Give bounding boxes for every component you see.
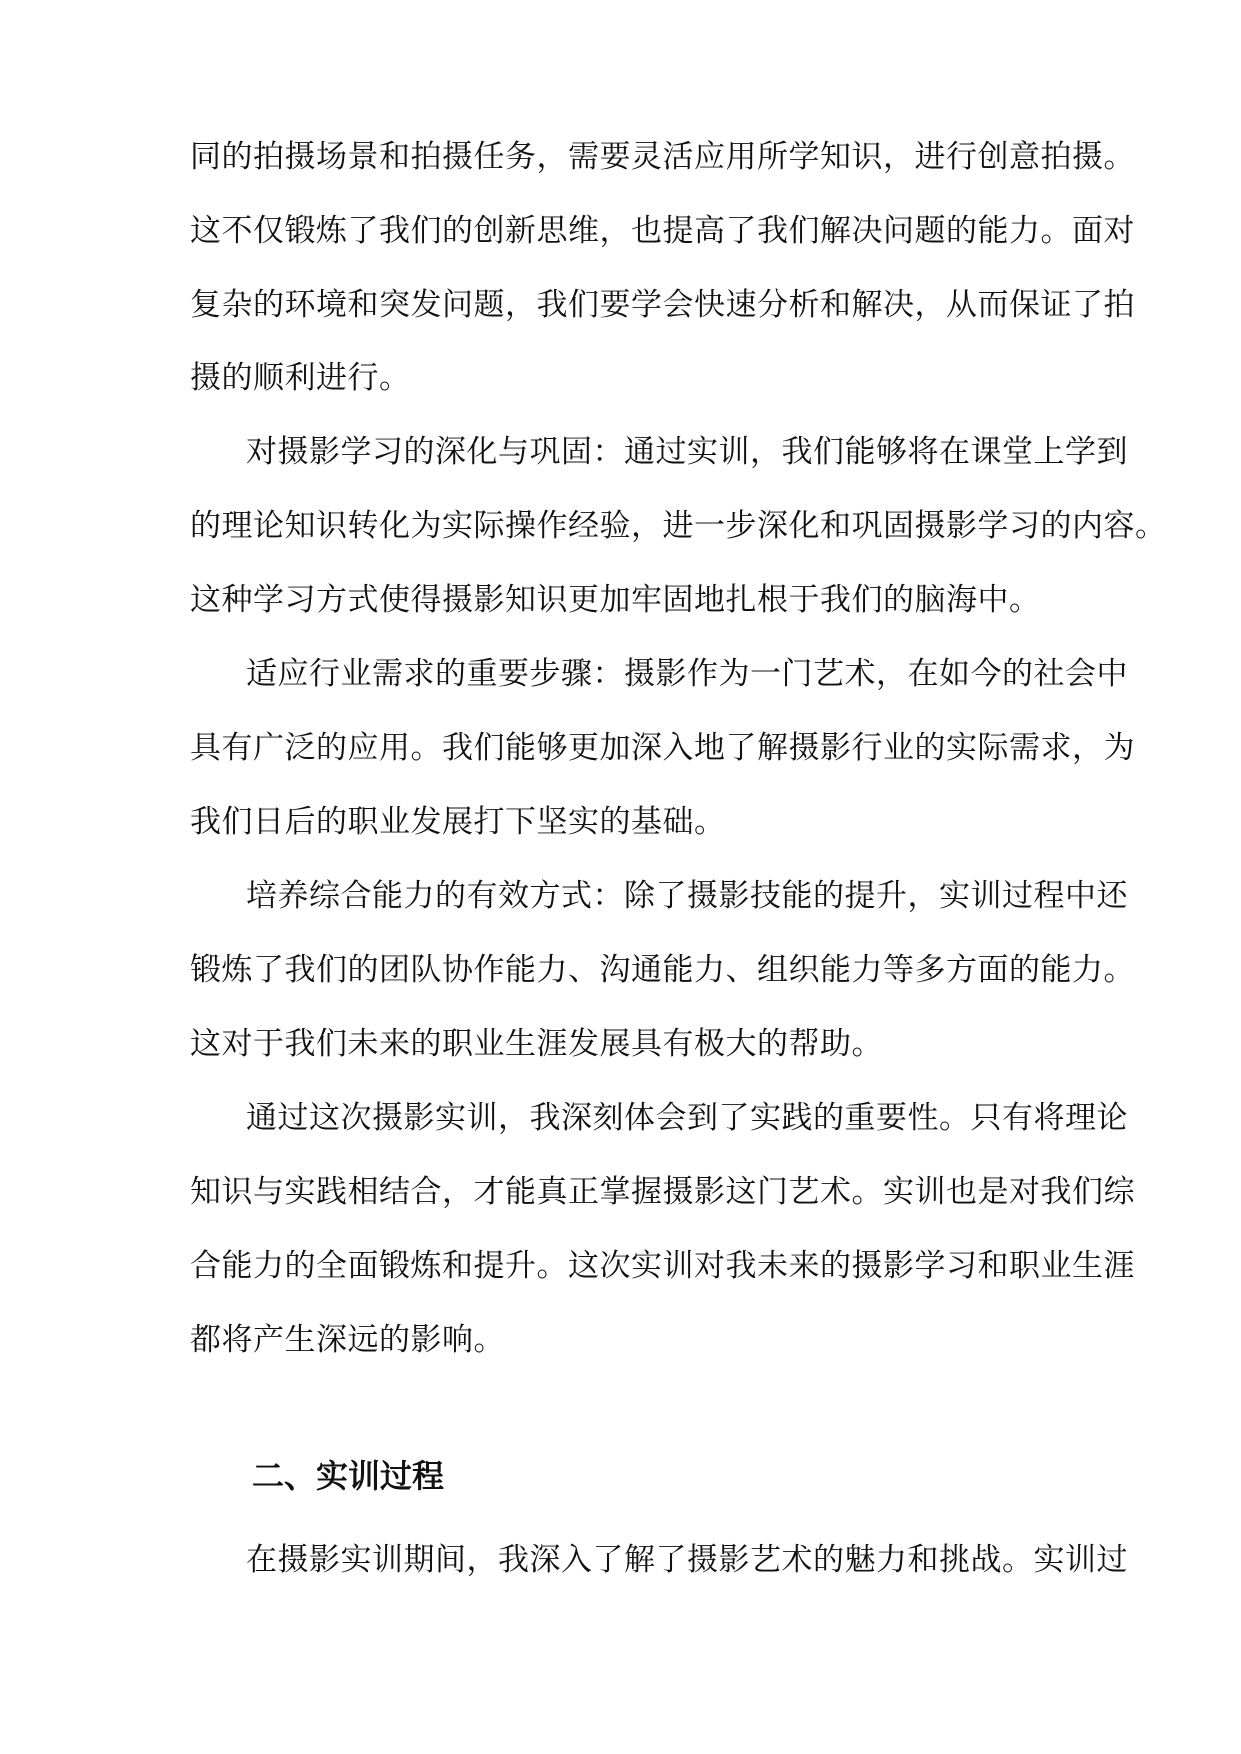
paragraph-line: 锻炼了我们的团队协作能力、沟通能力、组织能力等多方面的能力。 — [190, 952, 1135, 988]
paragraph-line: 培养综合能力的有效方式：除了摄影技能的提升，实训过程中还 — [246, 878, 1128, 914]
paragraph-line: 复杂的环境和突发问题，我们要学会快速分析和解决，从而保证了拍 — [190, 287, 1135, 323]
paragraph-line: 都将产生深远的影响。 — [190, 1322, 505, 1358]
paragraph-line: 这对于我们未来的职业生涯发展具有极大的帮助。 — [190, 1026, 883, 1062]
paragraph-line: 在摄影实训期间，我深入了解了摄影艺术的魅力和挑战。实训过 — [246, 1542, 1128, 1578]
paragraph-line: 我们日后的职业发展打下坚实的基础。 — [190, 804, 726, 840]
paragraph-line: 通过这次摄影实训，我深刻体会到了实践的重要性。只有将理论 — [246, 1100, 1128, 1136]
section-heading: 二、实训过程 — [252, 1457, 445, 1495]
paragraph-line: 这不仅锻炼了我们的创新思维，也提高了我们解决问题的能力。面对 — [190, 213, 1135, 249]
paragraph-line: 同的拍摄场景和拍摄任务，需要灵活应用所学知识，进行创意拍摄。 — [190, 139, 1135, 175]
paragraph-line: 适应行业需求的重要步骤：摄影作为一门艺术，在如今的社会中 — [246, 656, 1128, 692]
paragraph-line: 的理论知识转化为实际操作经验，进一步深化和巩固摄影学习的内容。 — [190, 508, 1167, 544]
paragraph-line: 知识与实践相结合，才能真正掌握摄影这门艺术。实训也是对我们综 — [190, 1174, 1135, 1210]
paragraph-line: 摄的顺利进行。 — [190, 360, 411, 396]
paragraph-line: 对摄影学习的深化与巩固：通过实训，我们能够将在课堂上学到 — [246, 434, 1128, 470]
paragraph-line: 具有广泛的应用。我们能够更加深入地了解摄影行业的实际需求，为 — [190, 730, 1135, 766]
paragraph-line: 合能力的全面锻炼和提升。这次实训对我未来的摄影学习和职业生涯 — [190, 1248, 1135, 1284]
paragraph-line: 这种学习方式使得摄影知识更加牢固地扎根于我们的脑海中。 — [190, 582, 1041, 618]
